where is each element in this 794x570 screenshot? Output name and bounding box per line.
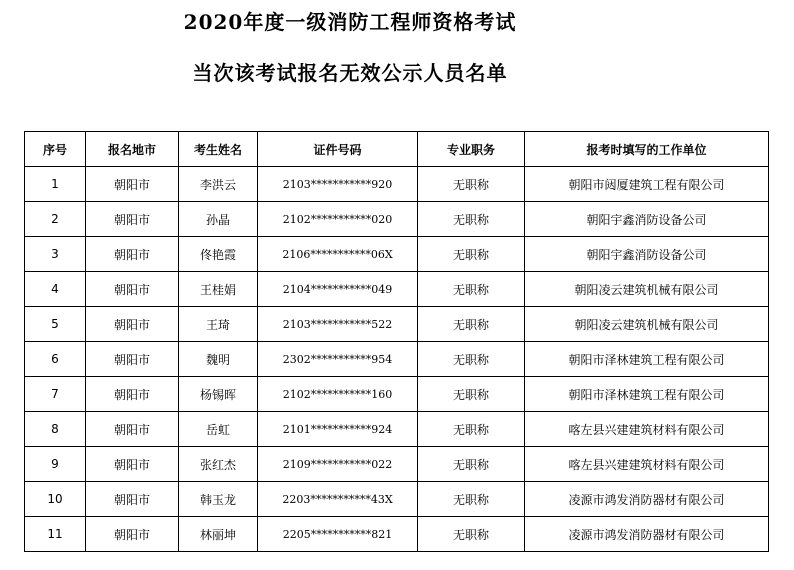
work-unit-cell: 朝阳市闼厦建筑工程有限公司: [525, 167, 769, 202]
header-id-number: 证件号码: [258, 132, 418, 167]
registration-city-cell: 朝阳市: [86, 272, 179, 307]
work-unit-cell: 朝阳凌云建筑机械有限公司: [525, 307, 769, 342]
id-number-cell: 2203***********43X: [258, 482, 418, 517]
table-row: [25, 272, 769, 307]
work-unit-cell: 朝阳宇鑫消防设备公司: [525, 237, 769, 272]
document-title-line-1: 2020年度一级消防工程师资格考试: [183, 10, 517, 34]
professional-title-cell: 无职称: [418, 412, 525, 447]
id-number-cell: 2205***********821: [258, 517, 418, 552]
professional-title-cell: 无职称: [418, 342, 525, 377]
header-registration-city: 报名地市: [86, 132, 179, 167]
professional-title-cell: 无职称: [418, 237, 525, 272]
work-unit-cell: 凌源市鸿发消防器材有限公司: [525, 517, 769, 552]
serial-number-cell: 4: [25, 272, 86, 307]
serial-number-cell: 5: [25, 307, 86, 342]
table-header-row: [25, 132, 769, 167]
id-number-cell: 2106***********06X: [258, 237, 418, 272]
header-professional-title: 专业职务: [418, 132, 525, 167]
work-unit-cell: 朝阳宇鑫消防设备公司: [525, 202, 769, 237]
table-row: [25, 517, 769, 552]
header-candidate-name: 考生姓名: [179, 132, 258, 167]
table-row: [25, 307, 769, 342]
registration-city-cell: 朝阳市: [86, 237, 179, 272]
header-serial-number: 序号: [25, 132, 86, 167]
table-row: [25, 167, 769, 202]
invalid-registration-table: [24, 131, 769, 552]
candidate-name-cell: 张红杰: [179, 447, 258, 482]
professional-title-cell: 无职称: [418, 447, 525, 482]
serial-number-cell: 9: [25, 447, 86, 482]
registration-city-cell: 朝阳市: [86, 482, 179, 517]
serial-number-cell: 7: [25, 377, 86, 412]
id-number-cell: 2109***********022: [258, 447, 418, 482]
candidate-name-cell: 杨锡晖: [179, 377, 258, 412]
serial-number-cell: 6: [25, 342, 86, 377]
professional-title-cell: 无职称: [418, 377, 525, 412]
candidate-name-cell: 韩玉龙: [179, 482, 258, 517]
candidate-name-cell: 王桂娟: [179, 272, 258, 307]
table-row: [25, 412, 769, 447]
id-number-cell: 2104***********049: [258, 272, 418, 307]
serial-number-cell: 11: [25, 517, 86, 552]
registration-city-cell: 朝阳市: [86, 412, 179, 447]
candidate-name-cell: 魏明: [179, 342, 258, 377]
document-title-line-2: 当次该考试报名无效公示人员名单: [192, 61, 508, 85]
work-unit-cell: 喀左县兴建建筑材料有限公司: [525, 412, 769, 447]
registration-city-cell: 朝阳市: [86, 517, 179, 552]
registration-city-cell: 朝阳市: [86, 447, 179, 482]
table-row: [25, 202, 769, 237]
candidate-name-cell: 林丽坤: [179, 517, 258, 552]
work-unit-cell: 凌源市鸿发消防器材有限公司: [525, 482, 769, 517]
id-number-cell: 2102***********160: [258, 377, 418, 412]
professional-title-cell: 无职称: [418, 167, 525, 202]
professional-title-cell: 无职称: [418, 517, 525, 552]
work-unit-cell: 朝阳凌云建筑机械有限公司: [525, 272, 769, 307]
work-unit-cell: 朝阳市泽林建筑工程有限公司: [525, 377, 769, 412]
work-unit-cell: 喀左县兴建建筑材料有限公司: [525, 447, 769, 482]
table-row: [25, 237, 769, 272]
id-number-cell: 2302***********954: [258, 342, 418, 377]
registration-city-cell: 朝阳市: [86, 377, 179, 412]
professional-title-cell: 无职称: [418, 307, 525, 342]
professional-title-cell: 无职称: [418, 272, 525, 307]
id-number-cell: 2101***********924: [258, 412, 418, 447]
id-number-cell: 2103***********522: [258, 307, 418, 342]
table-row: [25, 447, 769, 482]
candidate-name-cell: 李洪云: [179, 167, 258, 202]
registration-city-cell: 朝阳市: [86, 167, 179, 202]
serial-number-cell: 2: [25, 202, 86, 237]
registration-city-cell: 朝阳市: [86, 202, 179, 237]
registration-city-cell: 朝阳市: [86, 307, 179, 342]
id-number-cell: 2102***********020: [258, 202, 418, 237]
work-unit-cell: 朝阳市泽林建筑工程有限公司: [525, 342, 769, 377]
id-number-cell: 2103***********920: [258, 167, 418, 202]
header-work-unit: 报考时填写的工作单位: [525, 132, 769, 167]
candidate-name-cell: 岳虹: [179, 412, 258, 447]
professional-title-cell: 无职称: [418, 482, 525, 517]
candidate-name-cell: 佟艳霞: [179, 237, 258, 272]
serial-number-cell: 8: [25, 412, 86, 447]
table-row: [25, 377, 769, 412]
professional-title-cell: 无职称: [418, 202, 525, 237]
serial-number-cell: 3: [25, 237, 86, 272]
serial-number-cell: 1: [25, 167, 86, 202]
candidate-name-cell: 王琦: [179, 307, 258, 342]
table-row: [25, 342, 769, 377]
table-row: [25, 482, 769, 517]
registration-city-cell: 朝阳市: [86, 342, 179, 377]
candidate-name-cell: 孙晶: [179, 202, 258, 237]
serial-number-cell: 10: [25, 482, 86, 517]
